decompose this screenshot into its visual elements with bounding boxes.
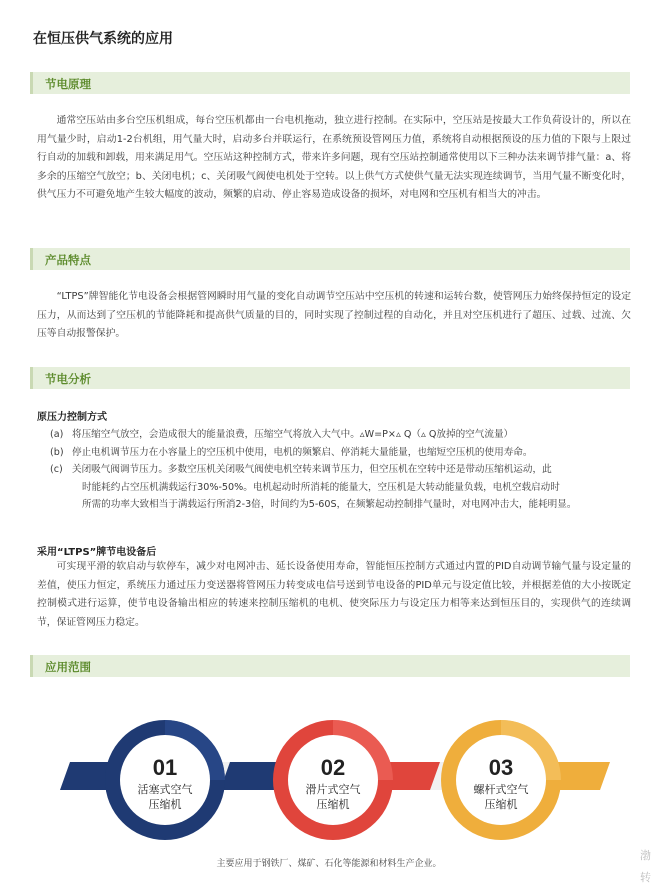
app-number: 03 — [488, 755, 514, 780]
application-item-3 — [441, 720, 561, 840]
section-title: 节电分析 — [45, 372, 91, 386]
features-paragraph: “LTPS”牌智能化节电设备会根据管网瞬时用气量的变化自动调节空压站中空压机的转速和运转台数，使管网压力始终保持恒定的设定压力，从而达到了空压机的节能降耗和提高供气质量的目的，同时实现了控制过程的自动化，并且对空压机进行了超压、过载、过流、欠压等自动报警保护。 — [37, 291, 631, 339]
app-label-line1: 滑片式空气 — [305, 783, 361, 796]
watermark: 渤转 — [640, 849, 651, 884]
app-label-line1: 螺杆式空气 — [473, 783, 529, 796]
circle-inner — [120, 735, 210, 825]
application-item-1 — [105, 720, 225, 840]
app-number: 02 — [320, 755, 346, 780]
applications-graphic — [0, 700, 658, 850]
circle-inner — [456, 735, 546, 825]
section-title: 产品特点 — [45, 253, 91, 267]
list-item: (c) 关闭吸气阀调节压力。多数空压机关闭吸气阀使电机空转来调节压力，但空压机在空转中还是带动压缩机运动，此 时能耗约占空压机满载运行30%-50%。电机起动时所消耗的能量大，空压机是大转动能量负载，电机空载启动时 所需的功率大致相当于满载运行所消2-3倍，时间约为5-60S，在频繁起动控制排气量时，对电网冲击大，能耗明显。 — [50, 464, 577, 510]
analysis-list — [50, 426, 630, 514]
application-item-2 — [273, 720, 393, 840]
app-label-line1: 活塞式空气 — [137, 783, 193, 796]
list-item: (b) 停止电机调节压力在小容量上的空压机中使用，电机的频繁启、停消耗大量能量，也缩短空压机的使用寿命。 — [50, 446, 533, 458]
page-title: 在恒压供气系统的应用 — [33, 31, 173, 47]
app-label-line2: 压缩机 — [484, 798, 518, 811]
section-header-principle — [30, 72, 630, 94]
ltps-paragraph: 可实现平滑的软启动与软停车，减少对电网冲击、延长设备使用寿命，智能恒压控制方式通过内置的PID自动调节输气量与设定量的差值，使压力恒定，系统压力通过压力变送器将管网压力转变成电信号送到节电设备的PID单元与设定值比较，并根据差值的大小按既定控制模式进行运算，使节电设备输出相应的转速来控制压缩机的电机、使突际压力与设定压力相等来达到恒压目的，实现供气的连续调节，保证管网压力稳定。 — [37, 561, 631, 628]
ltps-title: 采用“LTPS”牌节电设备后 — [37, 547, 157, 558]
principle-paragraph: 通常空压站由多台空压机组成，每台空压机都由一台电机拖动，独立进行控制。在实际中，空压站是按最大工作负荷设计的，所以在用气量少时，启动1-2台机组，用气量大时，启动多台并联运行，在系统预设管网压力值，系统将自动根据预设的压力值的下限与上限过行自动的加载和卸载，用来满足用气。空压站这种控制方式，带来许多问题，现有空压站控制通常使用以下三种办法来调节排气量：a、将多余的压缩空气放空；b、关闭电机；c、关闭吸气阀使电机处于空转。以上供气方式使供气量无法实现连续调节，当用气量不断变化时，供气压力不可避免地产生较大幅度的波动，频繁的启动、停止容易造成设备的损坏，对电网和空压机有相当大的冲击。 — [37, 115, 631, 200]
list-item: (a) 将压缩空气放空，会造成很大的能量浪费，压缩空气将放入大气中。▵W=P×▵ Q（▵ Q放掉的空气流量） — [50, 429, 514, 440]
section-header-features — [30, 248, 630, 270]
section-header-analysis — [30, 367, 630, 389]
app-label-line2: 压缩机 — [316, 798, 350, 811]
section-title: 应用范围 — [45, 660, 91, 674]
footnote: 主要应用于钢铁厂、煤矿、石化等能源和材料生产企业。 — [216, 859, 442, 869]
app-number: 01 — [152, 755, 178, 780]
app-label-line2: 压缩机 — [148, 798, 182, 811]
section-title: 节电原理 — [45, 77, 91, 91]
circle-inner — [288, 735, 378, 825]
original-control-title: 原压力控制方式 — [37, 412, 107, 423]
section-header-applications — [30, 655, 630, 677]
